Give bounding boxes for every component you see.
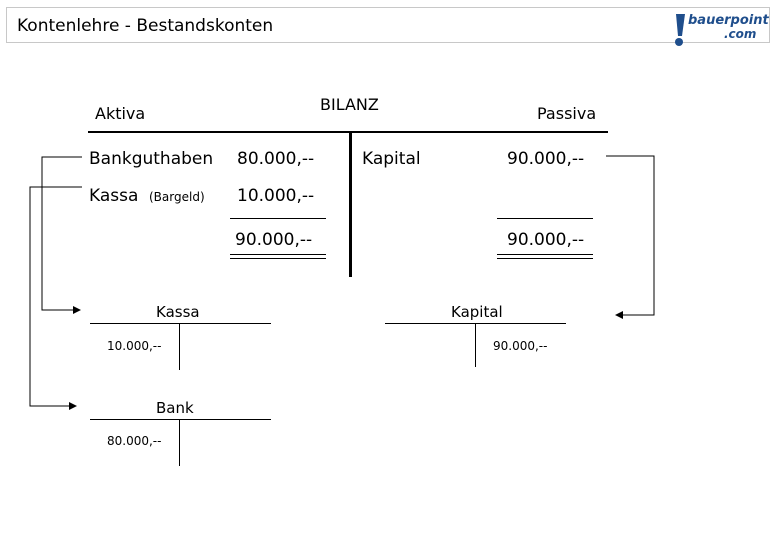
aktiva-label: Aktiva [95, 104, 146, 123]
t-account-haben-value: 90.000,-- [493, 339, 548, 353]
t-account-title: Bank [156, 399, 194, 417]
passiva-total: 90.000,-- [507, 230, 585, 250]
t-account-soll-value: 80.000,-- [107, 434, 162, 448]
aktiva-total: 90.000,-- [235, 230, 313, 250]
bilanz-title: BILANZ [320, 95, 379, 114]
arrow-kapital-to-kapital-account [606, 156, 654, 315]
logo-word: bauerpoint [688, 13, 769, 28]
passiva-item-name: Kapital [362, 149, 421, 169]
aktiva-item-amount: 10.000,-- [237, 186, 315, 206]
passiva-label: Passiva [537, 104, 597, 123]
passiva-item-amount: 90.000,-- [507, 149, 585, 169]
aktiva-item-name: Bankguthaben [89, 149, 214, 169]
arrow-kassa-to-bank [30, 187, 82, 406]
aktiva-item-amount: 80.000,-- [237, 149, 315, 169]
t-account-soll-value: 10.000,-- [107, 339, 162, 353]
aktiva-item-name: Kassa [89, 186, 139, 206]
t-account-title: Kassa [156, 303, 200, 321]
arrow-bankguthaben-to-kassa [42, 157, 82, 310]
page-title: Kontenlehre - Bestandskonten [17, 16, 274, 36]
aktiva-item-note: (Bargeld) [149, 190, 205, 204]
logo-domain: .com [724, 27, 757, 41]
t-account-title: Kapital [451, 303, 503, 321]
